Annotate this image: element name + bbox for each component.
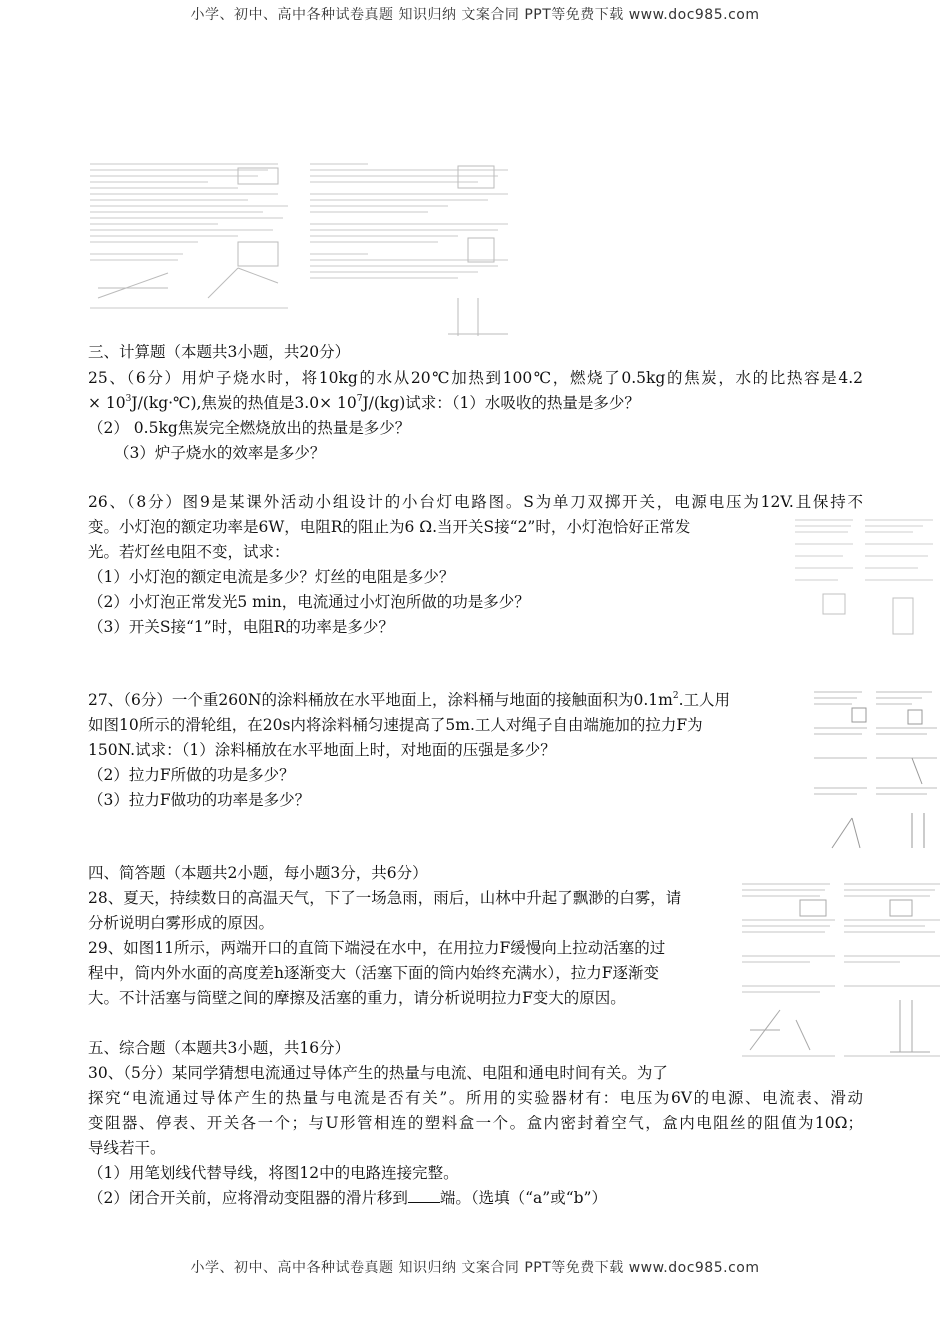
superscript: 7 <box>356 393 363 404</box>
q26-line-6: （3）开关S接“1”时，电阻R的功率是多少？ <box>88 618 394 636</box>
q30-text: （2）闭合开关前，应将滑动变阻器的滑片移到 <box>88 1189 408 1207</box>
q30-line-5: （1）用笔划线代替导线，将图12中的电路连接完整。 <box>88 1164 459 1182</box>
q28-line-1: 28、夏天，持续数日的高温天气，下了一场急雨，雨后，山林中升起了飘渺的白雾，请 <box>88 889 682 907</box>
scanned-page-thumbnail <box>793 514 935 642</box>
q26-line-4: （1）小灯泡的额定电流是多少？灯丝的电阻是多少？ <box>88 568 455 586</box>
q27-line-2: 如图10所示的滑轮组，在20s内将涂料桶匀速提高了5m.工人对绳子自由端施加的拉力F为 <box>88 716 703 734</box>
scanned-page-thumbnail <box>308 158 518 338</box>
q27-line-1 <box>88 688 730 712</box>
q30-line-2: 探究“电流通过导体产生的热量与电流是否有关”。所用的实验器材有：电压为6V的电源、电流表、滑动 <box>88 1089 863 1107</box>
footer-banner: 小学、初中、高中各种试卷真题 知识归纳 文案合同 PPT等免费下载 www.doc985.com <box>190 1260 760 1276</box>
q30-line-6 <box>88 1186 607 1210</box>
q25-line-3: （2） 0.5kg焦炭完全燃烧放出的热量是多少？ <box>88 419 411 437</box>
q26-line-2: 变。小灯泡的额定功率是6W，电阻R的阻止为6 Ω.当开关S接“2”时，小灯泡恰好正常发 <box>88 518 691 536</box>
q29-line-3: 大。不计活塞与筒壁之间的摩擦及活塞的重力，请分析说明拉力F变大的原因。 <box>88 989 626 1007</box>
q30-line-3: 变阻器、停表、开关各一个；与U形管相连的塑料盒一个。盒内密封着空气，盒内电阻丝的阻值为10Ω； <box>88 1114 863 1132</box>
section-4-title: 四、简答题（本题共2小题，每小题3分，共6分） <box>88 864 428 882</box>
q26-line-5: （2）小灯泡正常发光5 min，电流通过小灯泡所做的功是多少？ <box>88 593 530 611</box>
answer-blank[interactable] <box>408 1188 440 1203</box>
q25-line-2 <box>88 391 640 415</box>
q25-text: J/(kg)试求：（1）水吸收的热量是多少？ <box>362 394 640 412</box>
scanned-page-thumbnail <box>740 880 945 1060</box>
q25-line-4: （3）炉子烧水的效率是多少？ <box>114 444 326 462</box>
section-3-title: 三、计算题（本题共3小题，共20分） <box>88 343 351 361</box>
q25-text: × 10 <box>88 394 126 412</box>
superscript: 2 <box>672 690 679 701</box>
q27-text: .工人用 <box>678 691 731 709</box>
scanned-page-thumbnail <box>88 158 293 318</box>
q26-line-1: 26、（8分）图9是某课外活动小组设计的小台灯电路图。S为单刀双掷开关，电源电压为12V.且保持不 <box>88 493 863 511</box>
section-5-title: 五、综合题（本题共3小题，共16分） <box>88 1039 351 1057</box>
q29-line-1: 29、如图11所示，两端开口的直筒下端浸在水中，在用拉力F缓慢向上拉动活塞的过 <box>88 939 666 957</box>
q27-line-4: （2）拉力F所做的功是多少？ <box>88 766 295 784</box>
q27-line-3: 150N.试求：（1）涂料桶放在水平地面上时，对地面的压强是多少？ <box>88 741 556 759</box>
superscript: 3 <box>125 393 132 404</box>
q30-line-1: 30、（5分）某同学猜想电流通过导体产生的热量与电流、电阻和通电时间有关。为了 <box>88 1064 668 1082</box>
q30-text: 端。（选填（“a”或“b”） <box>439 1189 607 1207</box>
q27-text: 27、（6分）一个重260N的涂料桶放在水平地面上，涂料桶与地面的接触面积为0.1m <box>88 691 673 709</box>
q28-line-2: 分析说明白雾形成的原因。 <box>88 914 275 932</box>
q26-line-3: 光。若灯丝电阻不变，试求： <box>88 543 290 561</box>
q29-line-2: 程中，筒内外水面的高度差h逐渐变大（活塞下面的筒内始终充满水），拉力F逐渐变 <box>88 964 659 982</box>
scanned-page-thumbnail <box>812 688 940 850</box>
q27-line-5: （3）拉力F做功的功率是多少？ <box>88 791 311 809</box>
q30-line-4: 导线若干。 <box>88 1139 166 1157</box>
header-banner: 小学、初中、高中各种试卷真题 知识归纳 文案合同 PPT等免费下载 www.doc985.com <box>190 7 760 23</box>
q25-line-1: 25、（6分）用炉子烧水时，将10kg的水从20℃加热到100℃，燃烧了0.5kg的焦炭，水的比热容是4.2 <box>88 369 863 387</box>
q25-text: J/(kg·℃),焦炭的热值是3.0× 10 <box>131 394 357 412</box>
